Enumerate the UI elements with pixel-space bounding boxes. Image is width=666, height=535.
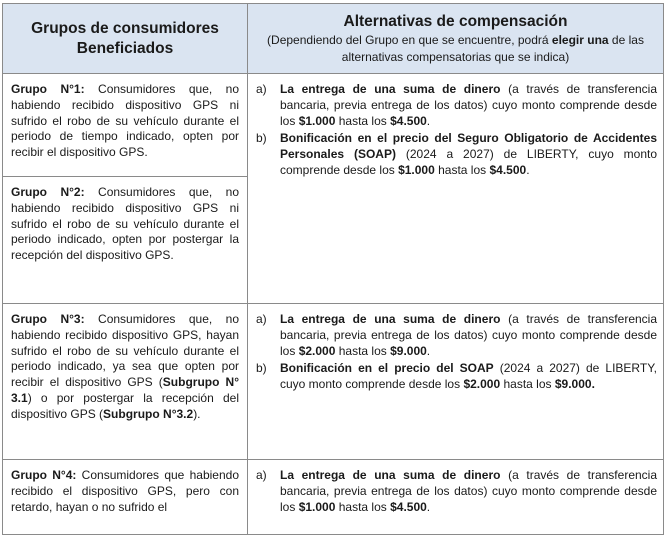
- item-amount-max: $4.500: [390, 499, 427, 514]
- list-item: [256, 468, 657, 515]
- header-alternatives-title: Alternativas de compensación: [343, 12, 568, 30]
- item-span: (2024 a 2027) de LIBERTY, cuyo monto comprende desde los: [280, 361, 657, 392]
- item-bold: Bonificación en el precio del SOAP: [280, 361, 494, 376]
- item-span: hasta los: [335, 343, 391, 358]
- item-span: .: [526, 162, 530, 177]
- item-bold: Bonificación en el precio del Seguro Obligatorio de Accidentes Personales (SOAP): [280, 131, 657, 162]
- group-3-text: Consumidores que, no habiendo recibido dispositivo GPS, hayan sufrido el robo de su vehículo durante el periodo indicado, ya sea que opten por recibir el dispositivo GPS (: [11, 312, 239, 390]
- item-marker: b): [256, 361, 267, 376]
- group-2-cell: [3, 177, 248, 304]
- item-marker: a): [256, 468, 267, 482]
- table-row: [3, 74, 664, 177]
- header-groups-line2: Beneficiados: [76, 39, 174, 57]
- subtitle-pre: (Dependiendo del Grupo en que se encuentre, podrá: [267, 32, 552, 47]
- item-span: (2024 a 2027) de LIBERTY, cuyo monto comprende desde los: [280, 147, 657, 177]
- group-3-text: ).: [193, 406, 201, 421]
- list-item: [256, 82, 657, 129]
- subgroup-3-1: Subgrupo N° 3.1: [11, 375, 239, 405]
- item-amount-min: $1.000: [398, 162, 435, 177]
- item-text: [280, 82, 657, 129]
- item-text: [280, 312, 657, 359]
- group-3-text: ) o por postergar la recepción del dispositivo GPS (: [11, 390, 239, 421]
- table-row: [3, 304, 664, 460]
- item-marker: a): [256, 82, 267, 96]
- item-amount-min: $1.000: [298, 113, 336, 128]
- group-3-label: Grupo N°3:: [11, 312, 85, 326]
- list-item: [256, 312, 657, 359]
- header-alternatives: [248, 4, 664, 74]
- item-span: .: [426, 499, 431, 514]
- header-alternatives-subtitle: [254, 32, 657, 66]
- item-span: hasta los: [335, 113, 391, 128]
- item-amount-max: $4.500: [489, 162, 527, 177]
- group-1-label: Grupo N°1:: [11, 82, 85, 96]
- item-bold: La entrega de una suma de dinero: [280, 312, 501, 326]
- item-span: (a través de transferencia bancaria, previa entrega de los datos) cuyo monto comprende desde los: [280, 312, 658, 358]
- header-row: [3, 4, 664, 74]
- item-amount-max: $4.500: [390, 113, 427, 128]
- item-text: [280, 131, 657, 178]
- item-text: [280, 468, 657, 515]
- alternatives-g12-cell: [248, 74, 664, 304]
- item-marker: a): [256, 312, 267, 326]
- group-2-text: Consumidores que, no habiendo recibido dispositivo GPS ni sufrido el robo de su vehículo durante el periodo indicado, opten por postergar la recepción del dispositivo GPS.: [11, 185, 239, 263]
- item-span: hasta los: [434, 162, 490, 177]
- header-groups: [3, 4, 248, 74]
- item-span: hasta los: [500, 377, 555, 392]
- item-amount-max: $9.000.: [554, 377, 595, 392]
- subtitle-bold: elegir una: [551, 32, 609, 47]
- item-span: hasta los: [335, 499, 391, 514]
- item-span: (a través de transferencia bancaria, previa entrega de los datos) cuyo monto comprende desde los: [280, 468, 658, 514]
- item-amount-max: $9.000: [390, 343, 427, 358]
- group-4-label: Grupo N°4:: [11, 468, 77, 482]
- item-amount-min: $1.000: [298, 499, 336, 514]
- list-item: [256, 131, 657, 178]
- table-row: [3, 460, 664, 535]
- group-1-text: Consumidores que, no habiendo recibido dispositivo GPS ni sufrido el robo de su vehículo durante el periodo de tiempo indicado, opten por recibir el dispositivo GPS.: [11, 82, 239, 160]
- alternatives-g3-cell: [248, 304, 664, 460]
- item-text: [280, 361, 657, 393]
- list-item: [256, 361, 657, 393]
- group-4-cell: [3, 460, 248, 535]
- item-bold: La entrega de una suma de dinero: [280, 468, 501, 482]
- compensation-table: [2, 3, 664, 535]
- item-amount-min: $2.000: [298, 343, 336, 358]
- item-span: (a través de transferencia bancaria, previa entrega de los datos) cuyo monto comprende desde los: [280, 82, 658, 128]
- group-2-label: Grupo N°2:: [11, 185, 85, 199]
- item-bold: La entrega de una suma de dinero: [280, 82, 501, 96]
- group-3-cell: [3, 304, 248, 460]
- group-1-cell: [3, 74, 248, 177]
- group-4-text: Consumidores que habiendo recibido el dispositivo GPS, pero con retardo, hayan o no sufrido el: [11, 468, 239, 514]
- subtitle-post: de las alternativas compensatorias que se indica): [341, 32, 644, 64]
- header-groups-line1: Grupos de consumidores: [31, 19, 219, 37]
- alternatives-g4-cell: [248, 460, 664, 535]
- subgroup-3-2: Subgrupo N°3.2: [103, 406, 194, 421]
- item-span: .: [426, 113, 431, 128]
- item-span: .: [426, 343, 431, 358]
- item-amount-min: $2.000: [463, 377, 501, 392]
- item-marker: b): [256, 131, 267, 146]
